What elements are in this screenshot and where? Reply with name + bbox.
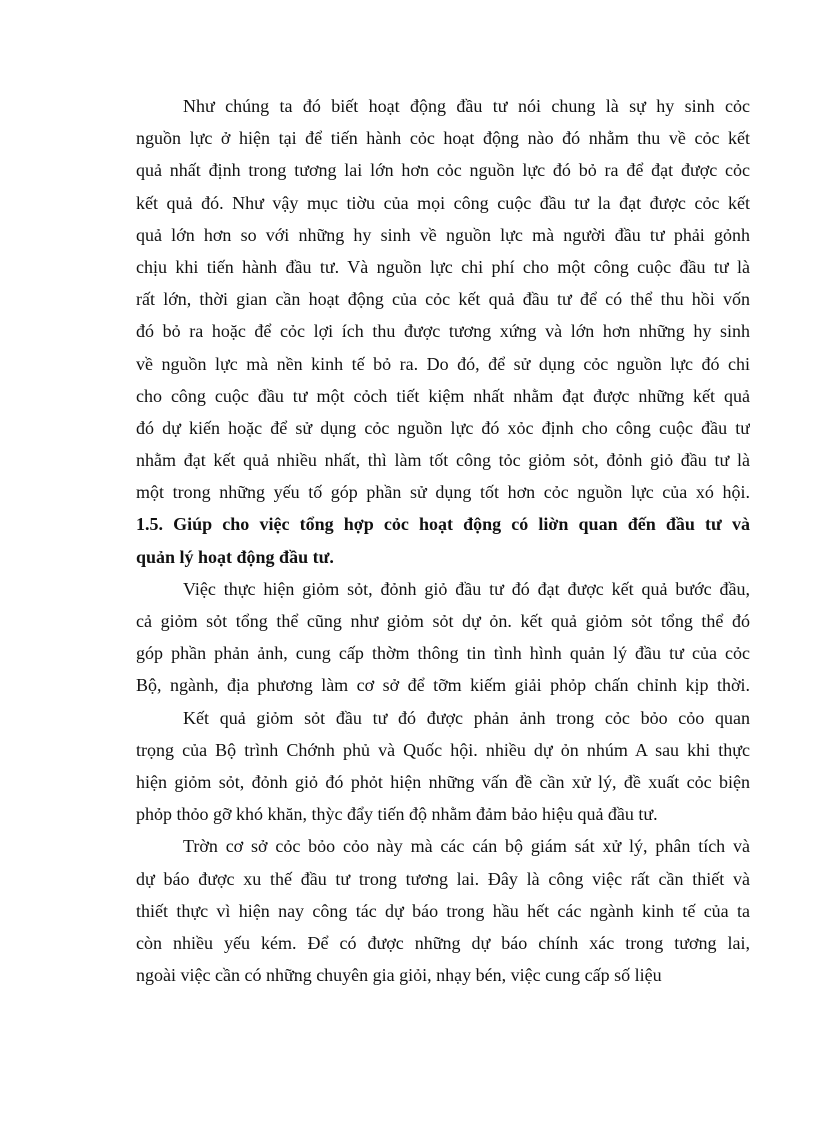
text-line: rất lớn, thời gian cần hoạt động của cỏc kết quả đầu tư để có thể thu hồi vốn xyxy=(136,289,750,310)
text-line: quả lớn hơn so với những hy sinh về nguồn lực mà người đầu tư phải gỏnh xyxy=(136,224,750,245)
text-line: nguồn lực ở hiện tại để tiến hành cỏc hoạt động nào đó nhằm thu về cỏc kết xyxy=(136,128,750,149)
text-line: trọng của Bộ trình Chớnh phủ và Quốc hội. nhiều dự ỏn nhúm A sau khi thực xyxy=(136,739,750,760)
text-line: nhằm đạt kết quả nhiều nhất, thì làm tốt công tỏc giỏm sỏt, đỏnh giỏ đầu tư là xyxy=(136,450,750,471)
text-line: quả nhất định trong tương lai lớn hơn cỏc nguồn lực đó bỏ ra để đạt được cỏc xyxy=(136,160,750,181)
text-line: góp phần phản ảnh, cung cấp thờm thông tin tình hình quản lý đầu tư của cỏc xyxy=(136,643,750,664)
text-line: chịu khi tiến hành đầu tư. Và nguồn lực chi phí cho một công cuộc đầu tư là xyxy=(136,256,750,277)
text-line: còn nhiều yếu kém. Để có được những dự báo chính xác trong tương lai, xyxy=(136,932,750,953)
document-page xyxy=(136,90,750,991)
text-line: Kết quả giỏm sỏt đầu tư đó được phản ảnh trong cỏc bỏo cỏo quan xyxy=(183,707,750,728)
text-line: ngoài việc cần có những chuyên gia giỏi, nhạy bén, việc cung cấp số liệu xyxy=(136,965,662,986)
text-line: phỏp thỏo gỡ khó khăn, thỳc đẩy tiến độ nhằm đảm bảo hiệu quả đầu tư. xyxy=(136,804,658,825)
text-line: cả giỏm sỏt tổng thể cũng như giỏm sỏt dự ỏn. kết quả giỏm sỏt tổng thể đó xyxy=(136,611,750,631)
text-line: kết quả đó. Như vậy mục tiờu của mọi công cuộc đầu tư la đạt được cỏc kết xyxy=(136,192,750,213)
text-line: đó dự kiến hoặc để sử dụng cỏc nguồn lực đó xỏc định cho công cuộc đầu tư xyxy=(136,417,750,438)
text-line: một trong những yếu tố góp phần sử dụng tốt hơn cỏc nguồn lực của xó hội. xyxy=(136,482,750,503)
section-heading: 1.5. Giúp cho việc tổng hợp cỏc hoạt động có liờn quan đến đầu tư và xyxy=(136,514,750,535)
text-line: hiện giỏm sỏt, đỏnh giỏ đó phỏt hiện những vấn đề cần xử lý, đề xuất cỏc biện xyxy=(136,771,750,792)
text-line: cho công cuộc đầu tư một cỏch tiết kiệm nhất nhằm đạt được những kết quả xyxy=(136,385,750,406)
text-line: Việc thực hiện giỏm sỏt, đỏnh giỏ đầu tư đó đạt được kết quả bước đầu, xyxy=(183,578,750,599)
text-line: về nguồn lực mà nền kinh tế bỏ ra. Do đó, để sử dụng cỏc nguồn lực đó chi xyxy=(136,353,750,374)
text-line: dự báo được xu thế đầu tư trong tương lai. Đây là công việc rất cần thiết và xyxy=(136,868,750,889)
text-line: thiết thực vì hiện nay công tác dự báo trong hầu hết các ngành kinh tế của ta xyxy=(136,900,750,921)
text-line: Trờn cơ sở cỏc bỏo cỏo này mà các cán bộ giám sát xử lý, phân tích và xyxy=(183,836,750,857)
text-line: đó bỏ ra hoặc để cỏc lợi ích thu được tương xứng và lớn hơn những hy sinh xyxy=(136,321,750,342)
section-heading: quản lý hoạt động đầu tư. xyxy=(136,546,334,567)
text-line: Bộ, ngành, địa phương làm cơ sở để tỡm kiếm giải phỏp chấn chỉnh kịp thời. xyxy=(136,675,750,696)
text-line: Như chúng ta đó biết hoạt động đầu tư nói chung là sự hy sinh cỏc xyxy=(183,96,750,116)
